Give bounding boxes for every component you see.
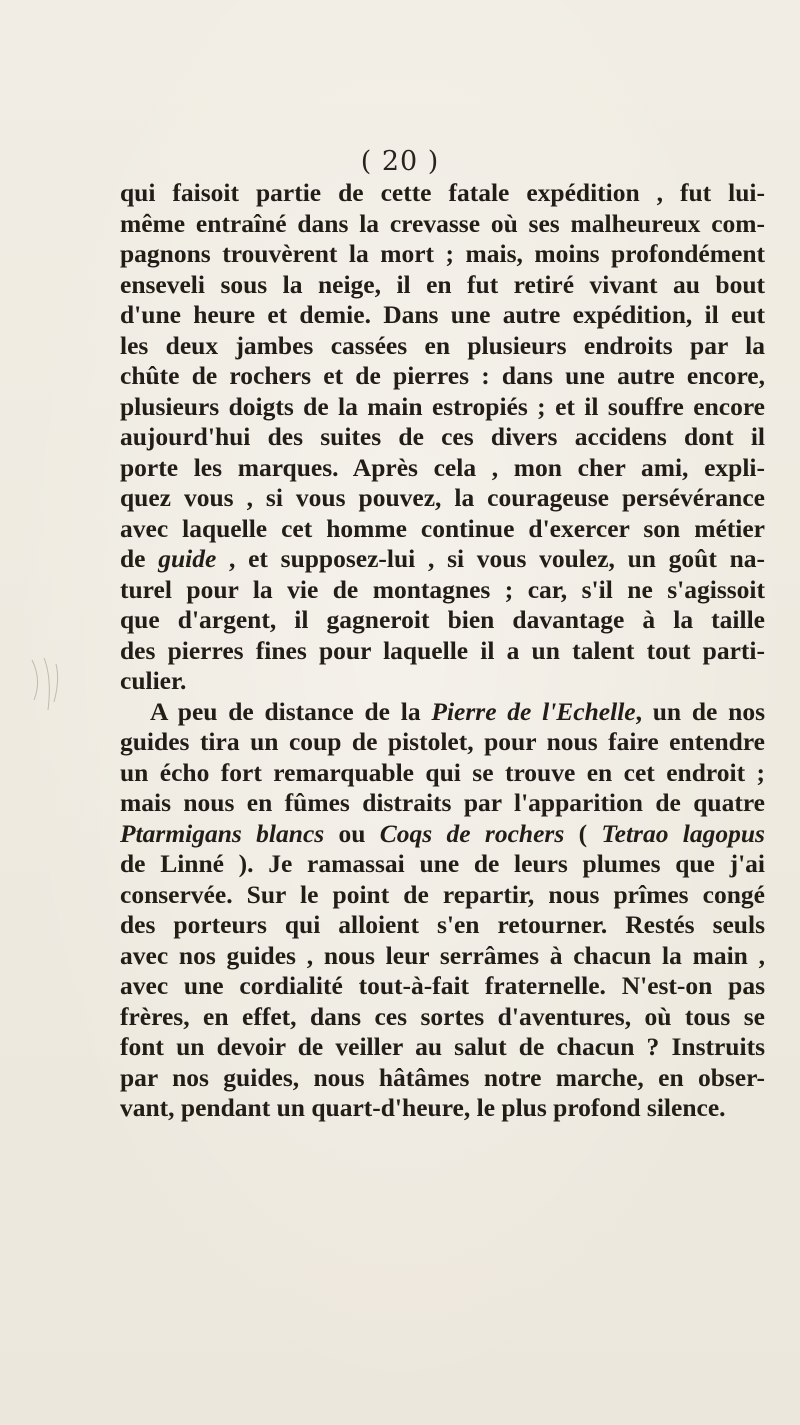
text-segment: conservée. Sur le point de repartir, nous prîmes congé bbox=[120, 879, 765, 909]
text-line bbox=[120, 239, 765, 270]
text-segment: quez vous , si vous pouvez, la courageuse persévérance bbox=[120, 483, 765, 512]
text-segment: chûte de rochers et de pierres : dans une autre encore, bbox=[120, 361, 765, 390]
text-segment: A peu de distance de la bbox=[150, 696, 432, 726]
text-segment: aujourd'hui des suites de ces divers accidens dont il bbox=[120, 422, 765, 451]
italic-text: Coqs de rochers bbox=[379, 818, 565, 848]
text-segment: pagnons trouvèrent la mort ; mais, moins profondément bbox=[120, 239, 765, 268]
text-line bbox=[120, 331, 765, 362]
margin-ink-smudge bbox=[22, 650, 82, 720]
text-segment: font un devoir de veiller au salut de chacun ? Instruits bbox=[120, 1032, 765, 1061]
text-line bbox=[120, 819, 765, 850]
text-line bbox=[120, 178, 765, 209]
text-segment: porte les marques. Après cela , mon cher ami, expli- bbox=[120, 452, 765, 482]
text-line bbox=[120, 880, 765, 911]
page-number: ( 20 ) bbox=[360, 146, 440, 177]
text-segment: avec une cordialité tout-à-fait fraternelle. N'est-on pas bbox=[120, 971, 765, 1000]
text-line bbox=[120, 1002, 765, 1033]
italic-text: Ptarmigans blancs bbox=[120, 818, 325, 848]
text-segment: ou bbox=[324, 818, 380, 848]
text-segment: des pierres fines pour laquelle il a un talent tout parti- bbox=[120, 635, 765, 665]
text-segment: d'une heure et demie. Dans une autre expédition, il eut bbox=[120, 300, 765, 329]
italic-text: guide bbox=[158, 544, 217, 573]
text-line bbox=[120, 514, 765, 545]
text-line bbox=[120, 849, 765, 880]
text-line bbox=[120, 910, 765, 941]
text-segment: même entraîné dans la crevasse où ses malheureux com- bbox=[120, 208, 765, 238]
text-line bbox=[120, 1032, 765, 1063]
text-line bbox=[120, 270, 765, 301]
text-line bbox=[120, 666, 765, 697]
text-line bbox=[120, 209, 765, 240]
text-segment: par nos guides, nous hâtâmes notre marche, en obser- bbox=[120, 1062, 765, 1092]
text-line bbox=[120, 422, 765, 453]
text-segment: vant, pendant un quart-d'heure, le plus profond silence. bbox=[120, 1093, 726, 1122]
text-line bbox=[120, 1093, 765, 1124]
italic-text: Tetrao lagopus bbox=[601, 818, 765, 848]
text-segment: enseveli sous la neige, il en fut retiré vivant au bout bbox=[120, 269, 765, 299]
text-segment: frères, en effet, dans ces sortes d'aventures, où tous se bbox=[120, 1001, 765, 1031]
italic-text: Pierre de l'Echelle bbox=[431, 696, 636, 726]
text-segment: , et supposez-lui , si vous voulez, un goût na- bbox=[216, 544, 765, 573]
text-line bbox=[120, 697, 765, 728]
text-line bbox=[120, 544, 765, 575]
text-segment: que d'argent, il gagneroit bien davantage à la taille bbox=[120, 605, 765, 634]
text-line bbox=[120, 636, 765, 667]
text-segment: mais nous en fûmes distraits par l'apparition de quatre bbox=[120, 788, 765, 817]
text-line bbox=[120, 361, 765, 392]
text-segment: les deux jambes cassées en plusieurs endroits par la bbox=[120, 330, 765, 360]
text-line bbox=[120, 1063, 765, 1094]
text-line bbox=[120, 941, 765, 972]
body-text bbox=[120, 178, 765, 1124]
text-line bbox=[120, 453, 765, 484]
text-line bbox=[120, 575, 765, 606]
text-segment: avec laquelle cet homme continue d'exercer son métier bbox=[120, 513, 765, 543]
text-line bbox=[120, 392, 765, 423]
text-line bbox=[120, 483, 765, 514]
text-segment: des porteurs qui alloient s'en retourner. Restés seuls bbox=[120, 910, 765, 939]
text-line bbox=[120, 605, 765, 636]
text-line bbox=[120, 758, 765, 789]
text-segment: un écho fort remarquable qui se trouve en cet endroit ; bbox=[120, 757, 765, 787]
text-line bbox=[120, 788, 765, 819]
text-segment: de bbox=[120, 544, 159, 573]
text-segment: de Linné ). Je ramassai une de leurs plumes que j'ai bbox=[120, 849, 765, 878]
text-segment: avec nos guides , nous leur serrâmes à chacun la main , bbox=[120, 940, 765, 970]
text-segment: , un de nos bbox=[635, 696, 765, 726]
text-line bbox=[120, 727, 765, 758]
text-line bbox=[120, 300, 765, 331]
text-line bbox=[120, 971, 765, 1002]
text-segment: plusieurs doigts de la main estropiés ; et il souffre encore bbox=[120, 391, 765, 421]
text-segment: ( bbox=[564, 818, 602, 848]
text-segment: culier. bbox=[120, 666, 187, 695]
text-segment: guides tira un coup de pistolet, pour nous faire entendre bbox=[120, 727, 765, 756]
text-segment: turel pour la vie de montagnes ; car, s'il ne s'agissoit bbox=[120, 574, 765, 604]
text-segment: qui faisoit partie de cette fatale expédition , fut lui- bbox=[120, 178, 765, 207]
